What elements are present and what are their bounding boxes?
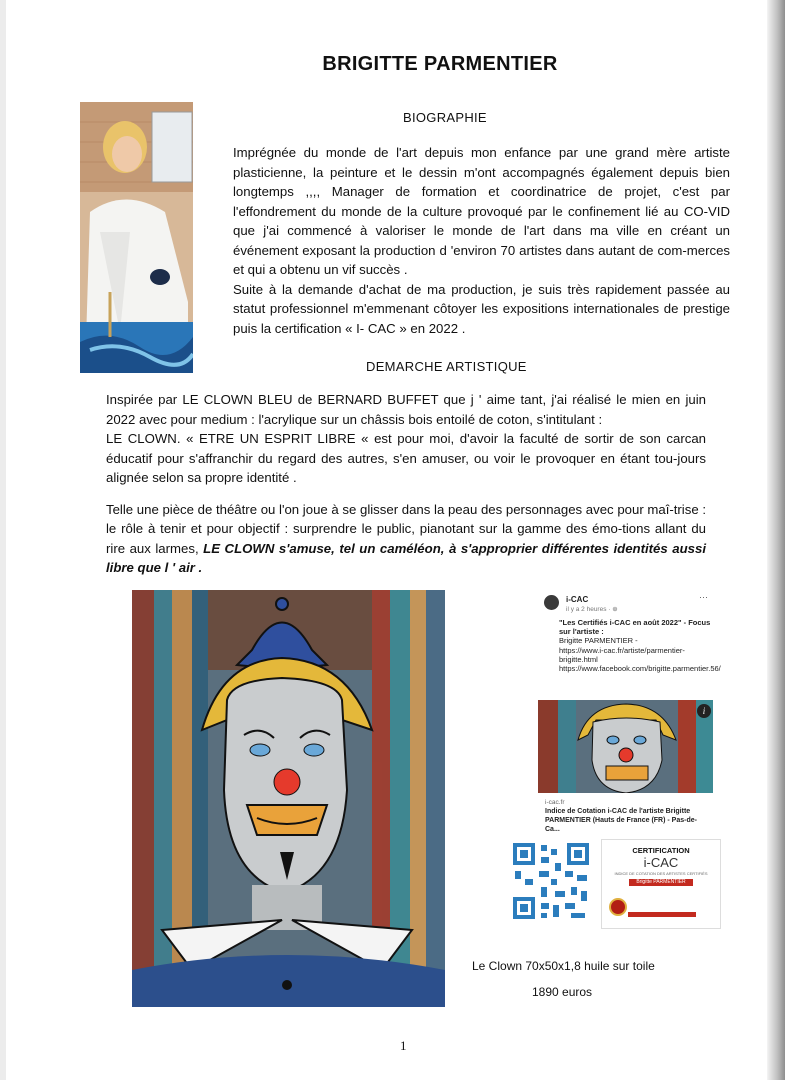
- certificate-subtitle: INDICE DE COTATION DES ARTISTES CERTIFIÉS: [614, 871, 708, 876]
- certificate-name: Brigitte PARMENTIER: [629, 879, 693, 886]
- demarche-text: [106, 390, 706, 578]
- certificate-title: CERTIFICATION: [632, 846, 690, 855]
- artwork-caption: Le Clown 70x50x1,8 huile sur toile: [472, 959, 655, 973]
- clown-painting: [132, 590, 445, 1007]
- certificate-logo: i-CAC: [643, 855, 679, 870]
- post-link-1: https://www.i-cac.fr/artiste/parmentier-brigitte.html: [559, 645, 685, 664]
- post-artist: Brigitte PARMENTIER -: [559, 636, 638, 646]
- demarche-paragraph-1: [106, 390, 706, 488]
- certificate-seal-icon: [609, 898, 627, 916]
- more-options-icon: ···: [699, 592, 708, 602]
- post-image: [538, 700, 713, 793]
- page-binding-edge: [767, 0, 785, 1080]
- page-number: 1: [400, 1038, 407, 1053]
- post-link-description: Indice de Cotation i-CAC de l'artiste Brigitte PARMENTIER (Hauts de France (FR) - Pas-de-Ca...: [545, 808, 697, 833]
- demarche-line-2: LE CLOWN. « ETRE UN ESPRIT LIBRE « est pour moi, d'avoir la faculté de sortir de son carcan éducatif pour s'affranchir du regard des autres, s'en amuser, ou voir le provoquer en étant tou-jours alignée selon sa propre identité .: [106, 431, 706, 485]
- biography-paragraph-1: Imprégnée du monde de l'art depuis mon enfance par une grand mère artiste plasticienne, la peinture et le dessin m'ont accompagnés également depuis bien longtemps ,,,, Manager de formation et coordinatrice de projet, c'est par l'effondrement du monde de la culture provoqué par le confinement lié au CO-VID que j'ai commencé à valoriser le monde de l'art dans ma ville en créant un événement exposant la production d 'environ 70 artistes dans autant de com-merces et qui a obtenu un vif succès .: [233, 145, 730, 277]
- qr-code: [511, 841, 591, 921]
- demarche-line-1: Inspirée par LE CLOWN BLEU de BERNARD BUFFET que j ' aime tant, j'ai réalisé le mien en juin 2022 avec pour medium : l'acrylique sur un châssis bois entoilé de coton, s'intitulant :: [106, 392, 706, 427]
- biography-heading: BIOGRAPHIE: [403, 110, 487, 125]
- account-avatar: [544, 595, 559, 610]
- biography-paragraph-2: Suite à la demande d'achat de ma production, je suis très rapidement passée au statut professionnel m'emmenant côtoyer les expositions internationales de prestige puis la certification « I- CAC » en 2022 .: [233, 281, 730, 336]
- page-title: BRIGITTE PARMENTIER: [322, 53, 558, 75]
- page-left-edge: [0, 0, 6, 1080]
- post-time: il y a 2 heures · ⊕: [566, 606, 618, 613]
- post-headline: "Les Certifiés i-CAC en août 2022" - Focus sur l'artiste :: [559, 618, 711, 637]
- post-link-site: i-cac.fr: [545, 799, 565, 806]
- social-post-screenshot: [537, 592, 721, 834]
- artist-photo: [80, 102, 193, 373]
- artwork-price: 1890 euros: [532, 985, 593, 999]
- info-icon: i: [702, 706, 706, 716]
- demarche-paragraph-2: [106, 500, 706, 578]
- biography-text: [233, 143, 730, 338]
- certificate-footer-band: [628, 912, 696, 917]
- post-body: [559, 618, 721, 674]
- post-link-2: https://www.facebook.com/brigitte.parmentier.56/: [559, 664, 721, 674]
- demarche-paragraph-2-text: Telle une pièce de théâtre ou l'on joue à se glisser dans la peau des personnages avec pour maî-trise : le rôle à tenir et pour objectif : surprendre le public, pianotant sur la gamme des émo-tions allant du rire aux larmes,: [106, 501, 706, 556]
- demarche-emphasis: LE CLOWN s'amuse, tel un caméléon, à s'approprier différentes identités aussi libre que l ' air .: [106, 540, 706, 575]
- demarche-heading: DEMARCHE ARTISTIQUE: [366, 359, 527, 374]
- certification-card: [601, 839, 721, 929]
- post-account-name: i-CAC: [566, 595, 589, 604]
